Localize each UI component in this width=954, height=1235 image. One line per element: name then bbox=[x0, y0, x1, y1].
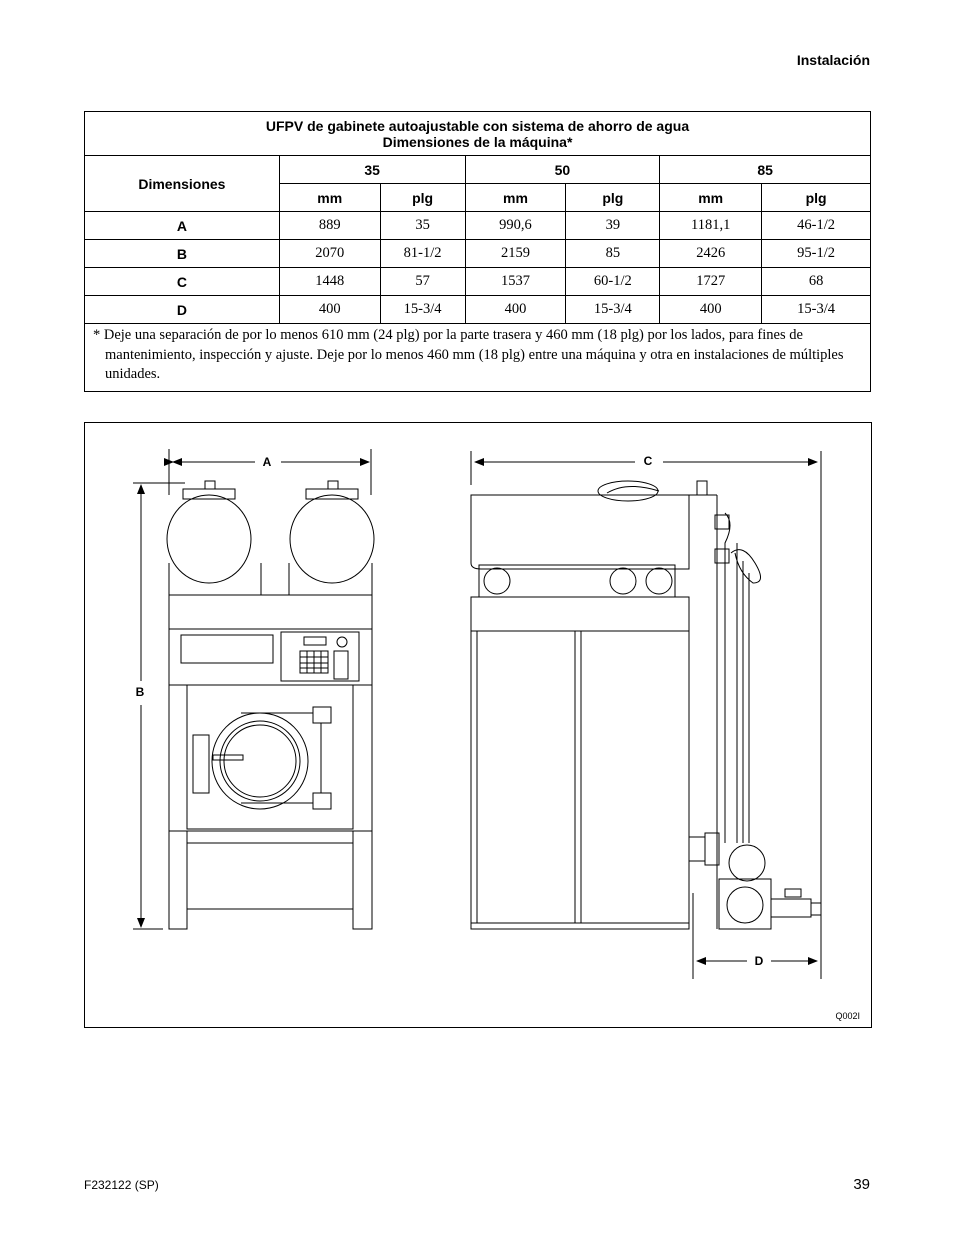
table-cell: 400 bbox=[660, 296, 762, 324]
table-cell: 1727 bbox=[660, 268, 762, 296]
table-cell: 1537 bbox=[465, 268, 566, 296]
table-cell: 2070 bbox=[279, 240, 380, 268]
dim-label-b: B bbox=[135, 685, 145, 699]
table-cell: 85 bbox=[566, 240, 660, 268]
table-cell: 95-1/2 bbox=[762, 240, 871, 268]
table-cell: 889 bbox=[279, 212, 380, 240]
unit-header: mm bbox=[279, 184, 380, 212]
table-cell: 2426 bbox=[660, 240, 762, 268]
table-cell: 400 bbox=[465, 296, 566, 324]
table-title bbox=[85, 112, 871, 156]
dim-label-d: D bbox=[754, 954, 764, 968]
unit-header: plg bbox=[566, 184, 660, 212]
table-cell: 68 bbox=[762, 268, 871, 296]
table-row bbox=[85, 268, 871, 296]
model-header-50: 50 bbox=[465, 156, 660, 184]
dimensions-header: Dimensiones bbox=[85, 156, 280, 212]
table-cell: 35 bbox=[380, 212, 465, 240]
table-footnote bbox=[85, 324, 871, 392]
section-title: Instalación bbox=[796, 52, 870, 68]
row-label: D bbox=[85, 296, 280, 324]
unit-header: plg bbox=[762, 184, 871, 212]
table-cell: 60-1/2 bbox=[566, 268, 660, 296]
table-cell: 15-3/4 bbox=[380, 296, 465, 324]
table-cell: 46-1/2 bbox=[762, 212, 871, 240]
row-label: B bbox=[85, 240, 280, 268]
document-code: F232122 (SP) bbox=[84, 1178, 159, 1192]
table-cell: 15-3/4 bbox=[762, 296, 871, 324]
table-row bbox=[85, 212, 871, 240]
table-cell: 15-3/4 bbox=[566, 296, 660, 324]
unit-header: mm bbox=[465, 184, 566, 212]
table-cell: 400 bbox=[279, 296, 380, 324]
model-header-35: 35 bbox=[279, 156, 465, 184]
table-row bbox=[85, 240, 871, 268]
row-label: C bbox=[85, 268, 280, 296]
table-cell: 1448 bbox=[279, 268, 380, 296]
table-title-line2: Dimensiones de la máquina* bbox=[382, 133, 573, 150]
model-header-85: 85 bbox=[660, 156, 871, 184]
machine-diagram bbox=[84, 422, 872, 1028]
dim-label-a: A bbox=[262, 455, 272, 469]
footnote-text: * Deje una separación de por lo menos 610 mm (24 plg) por la parte trasera y 460 mm (18 plg) por los lados, para fines de mantenimiento, inspección y ajuste. Deje por lo menos 460 mm (18 plg) entre una máquina y otra en instalaciones de múltiples unidades. bbox=[93, 327, 844, 382]
machine-drawing bbox=[85, 423, 871, 1027]
row-label: A bbox=[85, 212, 280, 240]
dimensions-table bbox=[84, 111, 871, 392]
table-title-line1: UFPV de gabinete autoajustable con sistema de ahorro de agua bbox=[265, 117, 690, 134]
dim-label-c: C bbox=[643, 454, 653, 468]
figure-code: Q002I bbox=[835, 1011, 860, 1021]
table-cell: 39 bbox=[566, 212, 660, 240]
table-row bbox=[85, 296, 871, 324]
table-cell: 990,6 bbox=[465, 212, 566, 240]
page-number: 39 bbox=[853, 1176, 870, 1193]
table-cell: 2159 bbox=[465, 240, 566, 268]
table-cell: 57 bbox=[380, 268, 465, 296]
table-cell: 81-1/2 bbox=[380, 240, 465, 268]
unit-header: mm bbox=[660, 184, 762, 212]
unit-header: plg bbox=[380, 184, 465, 212]
table-cell: 1181,1 bbox=[660, 212, 762, 240]
